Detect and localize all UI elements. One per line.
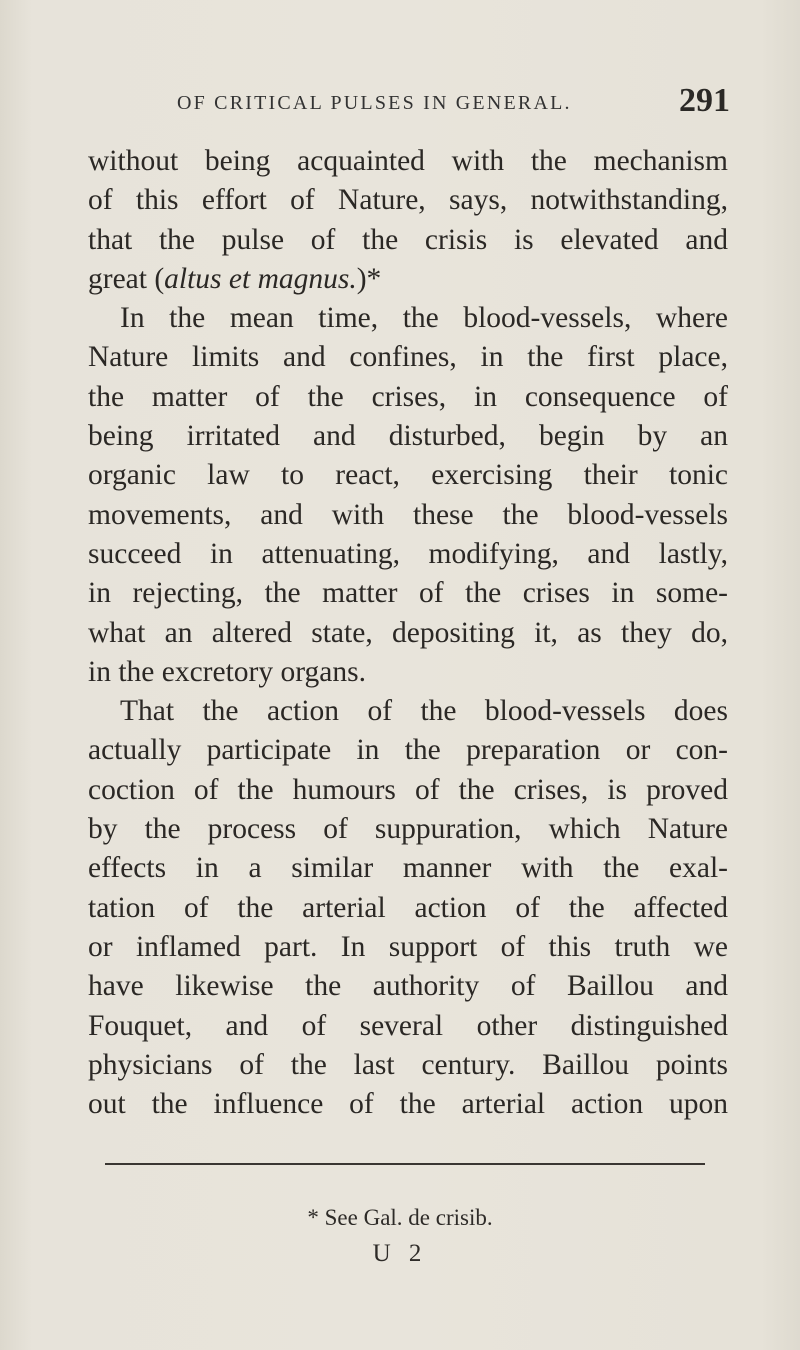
text-line: movements, and with these the blood-vessels [88, 498, 728, 531]
page-number: 291 [679, 82, 730, 119]
text-line: That the action of the blood-vessels does [120, 695, 728, 728]
text-line: succeed in attenuating, modifying, and lastly, [88, 537, 728, 570]
text-line: in the excretory organs. [88, 655, 366, 688]
text-line: tation of the arterial action of the affected [88, 891, 728, 924]
text-line: without being acquainted with the mechanism [88, 145, 728, 177]
text-line: by the process of suppuration, which Nature [88, 813, 728, 846]
footnote-marker: )* [356, 262, 382, 295]
text-line: In the mean time, the blood-vessels, where [120, 302, 728, 335]
text-line: have likewise the authority of Baillou and [88, 970, 728, 1003]
text-line: the matter of the crises, in consequence of [88, 380, 728, 413]
text-fragment: great ( [88, 262, 165, 295]
text-line: coction of the humours of the crises, is proved [88, 773, 728, 806]
signature-mark: U 2 [372, 1240, 428, 1267]
footnote: * See Gal. de crisib. [307, 1205, 493, 1230]
text-line: effects in a similar manner with the exal- [88, 852, 728, 885]
text-line: Nature limits and confines, in the first place, [88, 341, 728, 374]
running-title: OF CRITICAL PULSES IN GENERAL. [177, 92, 572, 114]
text-line: organic law to react, exercising their tonic [88, 459, 728, 492]
text-line: or inflamed part. In support of this truth we [88, 930, 728, 963]
text-line: of this effort of Nature, says, notwithstanding, [88, 184, 728, 217]
text-line: physicians of the last century. Baillou points [88, 1048, 728, 1081]
text-line: that the pulse of the crisis is elevated and [88, 223, 728, 256]
text-line: in rejecting, the matter of the crises in some- [88, 577, 728, 610]
text-line: Fouquet, and of several other distinguished [88, 1009, 728, 1042]
text-line: what an altered state, depositing it, as they do, [88, 616, 728, 649]
body-text [88, 142, 728, 1124]
text-line: being irritated and disturbed, begin by an [88, 420, 728, 453]
latin-phrase: altus et magnus. [164, 262, 357, 295]
text-line: actually participate in the preparation or con- [88, 734, 728, 767]
text-line: out the influence of the arterial action upon [88, 1088, 728, 1121]
footnote-rule [105, 1163, 705, 1165]
text-line [88, 260, 728, 299]
running-head [90, 82, 730, 130]
